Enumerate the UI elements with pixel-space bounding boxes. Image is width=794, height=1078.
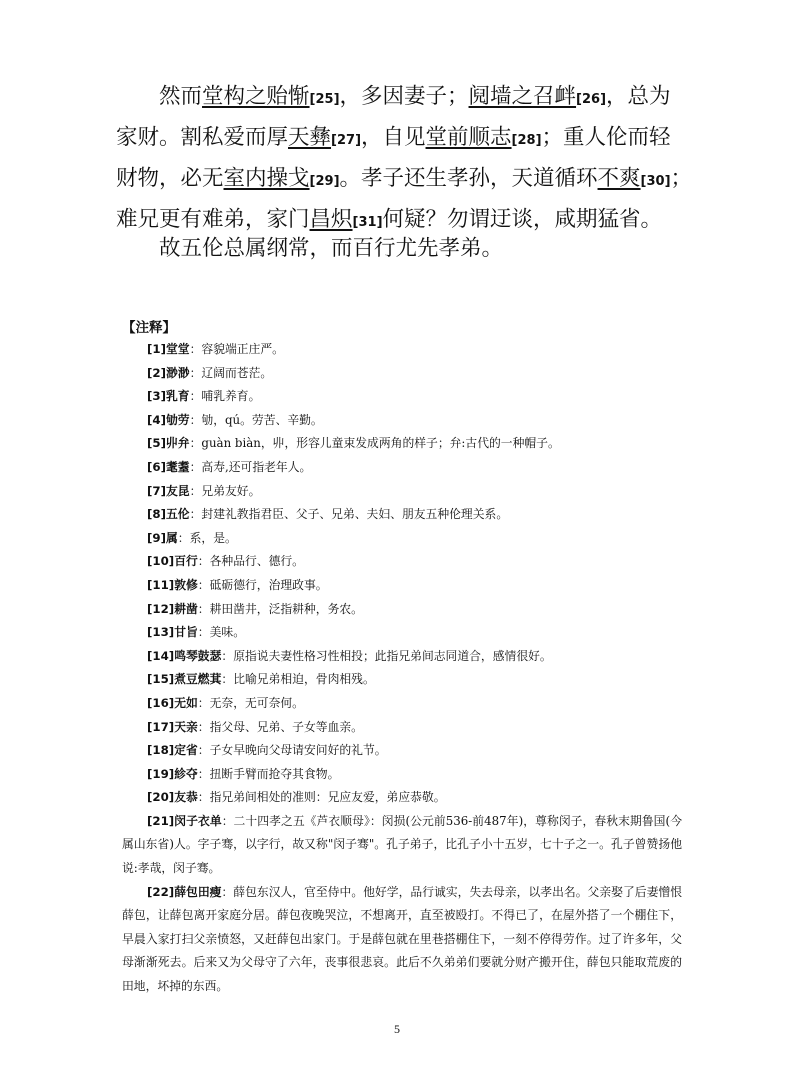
note-text: ：子女早晚向父母请安问好的礼节。 <box>197 743 387 758</box>
underlined-term: 天彝 <box>288 125 332 150</box>
note-item <box>122 338 682 362</box>
note-text: ：指父母、兄弟、子女等血亲。 <box>197 719 363 734</box>
note-term: [16]无如 <box>147 695 198 710</box>
note-item <box>122 739 682 763</box>
note-text: ：耕田凿井，泛指耕种，务农。 <box>197 601 363 616</box>
note-text: ：无奈，无可奈何。 <box>197 695 304 710</box>
page-number: 5 <box>394 1022 400 1036</box>
note-text: ：美味。 <box>197 625 245 640</box>
note-item <box>122 668 682 692</box>
text-span: ； <box>670 166 693 191</box>
note-item <box>122 763 682 787</box>
note-term: [22]薛包田瘦 <box>147 884 222 899</box>
paragraph-line <box>116 78 682 119</box>
note-item <box>122 881 682 999</box>
note-text: ：砥砺德行，治理政事。 <box>197 577 328 592</box>
text-span: ，多因妻子； <box>339 84 469 109</box>
notes-list <box>122 338 682 999</box>
note-term: [5]丱弁 <box>147 436 190 451</box>
note-text: ：系，是。 <box>177 530 237 545</box>
note-item <box>122 692 682 716</box>
note-reference: [30] <box>640 174 671 189</box>
note-text: ：高寿,还可指老年人。 <box>189 459 312 474</box>
note-text: ：二十四孝之五《芦衣顺母》：闵损(公元前536-前487年)，尊称闵子，春秋末期鲁国(今属山东省)人。字子骞，以字行，故又称"闵子骞"。孔子弟子，比孔子小十五岁，七十子之一。孔子曾赞扬他说:孝哉，闵子骞。 <box>122 813 682 876</box>
text-span: 。孝子还生孝孙，天道循环 <box>339 166 598 191</box>
paragraph-line <box>116 119 682 160</box>
note-text: ：guàn biàn，丱，形容儿童束发成两角的样子；弁:古代的一种帽子。 <box>189 436 560 451</box>
text-span: 家财。割私爱而厚 <box>116 125 289 150</box>
note-text: ：各种品行、德行。 <box>197 554 304 569</box>
paragraph-line <box>116 160 693 201</box>
note-reference: [28] <box>511 133 542 148</box>
note-item <box>122 574 682 598</box>
note-item <box>122 810 682 881</box>
note-term: [6]耄耋 <box>147 459 190 474</box>
text-span: ；重人伦而轻 <box>541 125 671 150</box>
note-text: ：扭断手臂而抢夺其食物。 <box>197 766 340 781</box>
note-reference: [31] <box>352 215 383 230</box>
note-term: [8]五伦 <box>147 507 190 522</box>
note-term: [19]紾夺 <box>147 766 198 781</box>
note-term: [1]堂堂 <box>147 342 190 356</box>
main-text-paragraph-2 <box>116 230 682 268</box>
notes-title: 【注释】 <box>122 320 176 336</box>
underlined-term: 堂构之贻惭 <box>202 84 310 109</box>
note-item <box>122 480 682 504</box>
note-text: ：容貌端正庄严。 <box>189 342 284 356</box>
note-text: ：比喻兄弟相迫，骨肉相残。 <box>221 672 375 687</box>
note-item <box>122 385 682 409</box>
note-item <box>122 362 682 386</box>
note-text: ：劬，qú。劳苦、辛勤。 <box>189 412 323 427</box>
note-reference: [29] <box>309 174 340 189</box>
note-item <box>122 456 682 480</box>
underlined-term: 昌炽 <box>309 207 353 232</box>
note-text: ：原指说夫妻性格习性相投；此指兄弟间志同道合，感情很好。 <box>221 648 552 663</box>
note-text: ：封建礼教指君臣、父子、兄弟、夫妇、朋友五种伦理关系。 <box>189 507 509 522</box>
note-item <box>122 432 682 456</box>
note-term: [12]耕凿 <box>147 601 198 616</box>
underlined-term: 阋墙之召衅 <box>468 84 577 109</box>
note-term: [21]闵子衣单 <box>147 813 222 828</box>
note-term: [9]属 <box>147 530 178 545</box>
note-item <box>122 550 682 574</box>
note-term: [14]鸣琴鼓瑟 <box>147 648 222 663</box>
note-term: [20]友恭 <box>147 790 198 805</box>
note-text: ：指兄弟间相处的准则：兄应友爱，弟应恭敬。 <box>197 790 446 805</box>
note-item <box>122 527 682 551</box>
text-span: ，自见 <box>361 125 426 150</box>
note-reference: [27] <box>331 133 362 148</box>
note-term: [18]定省 <box>147 743 198 758</box>
text-span: 难兄更有难弟，家门 <box>116 207 310 232</box>
underlined-term: 不爽 <box>597 166 641 191</box>
text-span: 财物，必无 <box>116 166 224 191</box>
note-text: ：兄弟友好。 <box>189 483 261 498</box>
text-span: 然而 <box>159 84 203 109</box>
note-reference: [25] <box>309 92 340 107</box>
text-span: ，总为 <box>606 84 671 109</box>
underlined-term: 堂前顺志 <box>425 125 512 150</box>
note-item <box>122 621 682 645</box>
text-span: 何疑？勿谓迂谈，咸期猛省。 <box>382 207 663 232</box>
note-term: [15]煮豆燃萁 <box>147 672 222 687</box>
note-term: [13]甘旨 <box>147 625 198 640</box>
note-item <box>122 786 682 810</box>
note-term: [11]敦修 <box>147 577 198 592</box>
note-term: [3]乳育 <box>147 389 190 404</box>
paragraph-line: 故五伦总属纲常，而百行尤先孝弟。 <box>159 236 504 261</box>
note-term: [4]劬劳 <box>147 412 190 427</box>
note-item <box>122 409 682 433</box>
note-text: ：哺乳养育。 <box>189 389 261 404</box>
note-item <box>122 645 682 669</box>
note-item <box>122 598 682 622</box>
note-term: [17]天亲 <box>147 719 198 734</box>
note-item <box>122 503 682 527</box>
note-term: [2]渺渺 <box>147 365 190 380</box>
note-term: [7]友昆 <box>147 483 190 498</box>
note-term: [10]百行 <box>147 554 198 569</box>
note-item <box>122 716 682 740</box>
main-text-paragraph-1 <box>116 78 693 242</box>
note-text: ：薛包东汉人，官至侍中。他好学，品行诚实，失去母亲，以孝出名。父亲娶了后妻憎恨薛包，让薛包离开家庭分居。薛包夜晚哭泣，不想离开，直至被殴打。不得已了，在屋外搭了一个棚住下，早晨入家打扫父亲愤怒，又赶薛包出家门。于是薛包就在里巷搭棚住下，一刻不停得劳作。过了许多年，父母渐渐死去。后来又为父母守了六年，丧事很悲哀。此后不久弟弟们要就分财产搬开住，薛包只能取荒废的田地，坏掉的东西。 <box>122 884 682 994</box>
note-reference: [26] <box>576 92 607 107</box>
underlined-term: 室内操戈 <box>223 166 310 191</box>
note-text: ：辽阔而苍茫。 <box>189 365 273 380</box>
